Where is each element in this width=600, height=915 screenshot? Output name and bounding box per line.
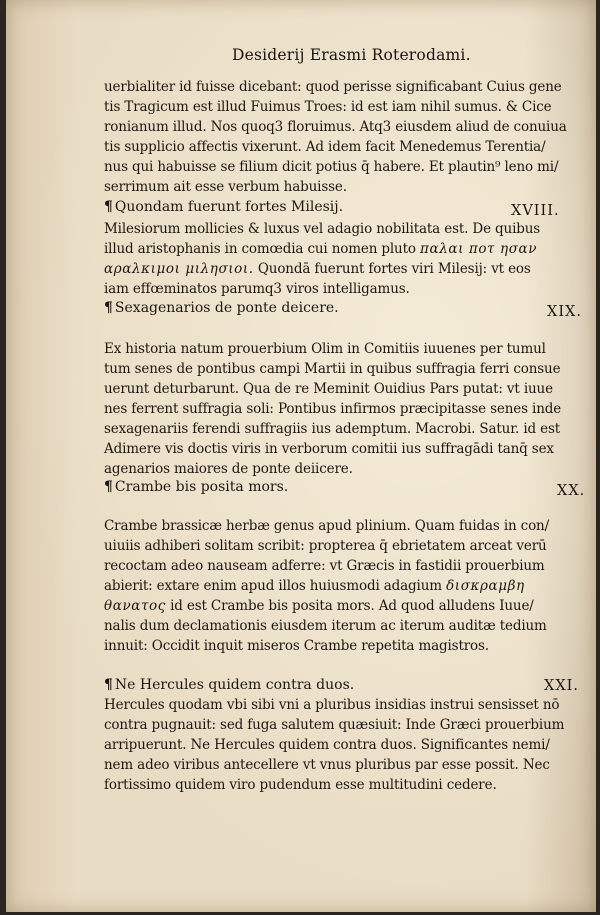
adage-title xyxy=(104,478,288,496)
adage-numeral: XXI. xyxy=(544,678,579,694)
text-line: nus qui habuisse se filium dicit potius q̄ habere. Et plautin⁹ leno mi/ xyxy=(104,159,559,175)
greek-quotation: παλαι ποτ ησαν xyxy=(420,241,538,257)
adage-numeral: XVIII. xyxy=(511,203,560,219)
pilcrow-icon: ¶ xyxy=(104,677,113,693)
text-line xyxy=(104,577,525,595)
text-line: tis supplicio affectis vixerunt. Ad idem facit Menedemus Terentia/ xyxy=(104,139,546,155)
adage-title xyxy=(104,299,339,317)
text-line: uiuiis adhiberi solitam scribit: propterea q̄ ebrietatem arceat verū xyxy=(104,538,547,554)
text-line xyxy=(104,260,531,278)
text-line: Adimere vis doctis viris in verborum comitii ius suffragādi tanq̄ sex xyxy=(104,441,554,457)
book-page xyxy=(6,0,596,912)
greek-quotation: θανατος xyxy=(104,598,166,614)
text-line: iam effœminatos parumq3 viros intelligamus. xyxy=(104,281,410,297)
adage-title-text: Sexagenarios de ponte deicere. xyxy=(114,300,339,316)
text-line: uerbialiter id fuisse dicebant: quod perisse significabant Cuius gene xyxy=(104,79,562,95)
text-line: Ex historia natum prouerbium Olim in Comitiis iuuenes per tumul xyxy=(104,341,546,357)
text-line: tis Tragicum est illud Fuimus Troes: id est iam nihil sumus. & Cice xyxy=(104,99,552,115)
adage-title-text: Ne Hercules quidem contra duos. xyxy=(114,677,355,693)
adage-title xyxy=(104,676,354,694)
pilcrow-icon: ¶ xyxy=(104,199,113,215)
text-line: nalis dum declamationis eiusdem iterum ac iterum auditæ tedium xyxy=(104,618,547,634)
adage-numeral: XIX. xyxy=(547,304,582,320)
pilcrow-icon: ¶ xyxy=(104,300,113,316)
adage-title-text: Quondam fuerunt fortes Milesij. xyxy=(114,199,344,215)
text-line xyxy=(104,240,537,258)
greek-quotation: δισκραμβη xyxy=(446,578,525,594)
text-line xyxy=(104,597,534,615)
text-segment: illud aristophanis in comœdia cui nomen pluto xyxy=(104,241,416,257)
text-line: tum senes de pontibus campi Martii in quibus suffragia ferri consue xyxy=(104,361,561,377)
text-segment: id est Crambe bis posita mors. Ad quod alludens Iuue/ xyxy=(170,598,534,614)
text-segment: abierit: extare enim apud illos huiusmodi adagium xyxy=(104,578,442,594)
running-header: Desiderij Erasmi Roterodami. xyxy=(232,46,471,64)
text-line: Milesiorum mollicies & luxus vel adagio nobilitata est. De quibus xyxy=(104,221,541,237)
text-line: ronianum illud. Nos quoq3 floruimus. Atq3 eiusdem aliud de conuiua xyxy=(104,119,567,135)
text-line: contra pugnauit: sed fuga salutem quæsiuit: Inde Græci prouerbium xyxy=(104,717,565,733)
text-line: fortissimo quidem viro pudendum esse multitudini cedere. xyxy=(104,777,497,793)
text-line: uerunt deturbarunt. Qua de re Meminit Ouidius Pars putat: vt iuue xyxy=(104,381,553,397)
adage-title xyxy=(104,198,343,216)
text-line: serrimum ait esse verbum habuisse. xyxy=(104,179,347,195)
adage-numeral: XX. xyxy=(557,483,586,499)
text-line: agenarios maiores de ponte deiicere. xyxy=(104,461,353,477)
text-line: innuit: Occidit inquit miseros Crambe repetita magistros. xyxy=(104,638,489,654)
greek-quotation: αραλκιμοι μιλησιοι. xyxy=(104,261,254,277)
text-line: nem adeo viribus antecellere vt vnus pluribus par esse possit. Nec xyxy=(104,757,550,773)
text-line: Hercules quodam vbi sibi vni a pluribus insidias instrui sensisset nō xyxy=(104,697,560,713)
text-line: arripuerunt. Ne Hercules quidem contra duos. Significantes nemi/ xyxy=(104,737,550,753)
text-line: nes ferrent suffragia soli: Pontibus infirmos præcipitasse senes inde xyxy=(104,401,562,417)
text-segment: Quondā fuerunt fortes viri Milesij: vt eos xyxy=(257,261,531,277)
text-line: Crambe brassicæ herbæ genus apud plinium. Quam fuidas in con/ xyxy=(104,518,550,534)
text-line: recoctam adeo nauseam adferre: vt Græcis in fastidii prouerbium xyxy=(104,558,545,574)
pilcrow-icon: ¶ xyxy=(104,479,113,495)
text-line: sexagenariis ferendi suffragiis ius ademptum. Macrobi. Satur. id est xyxy=(104,421,561,437)
adage-title-text: Crambe bis posita mors. xyxy=(114,479,289,495)
